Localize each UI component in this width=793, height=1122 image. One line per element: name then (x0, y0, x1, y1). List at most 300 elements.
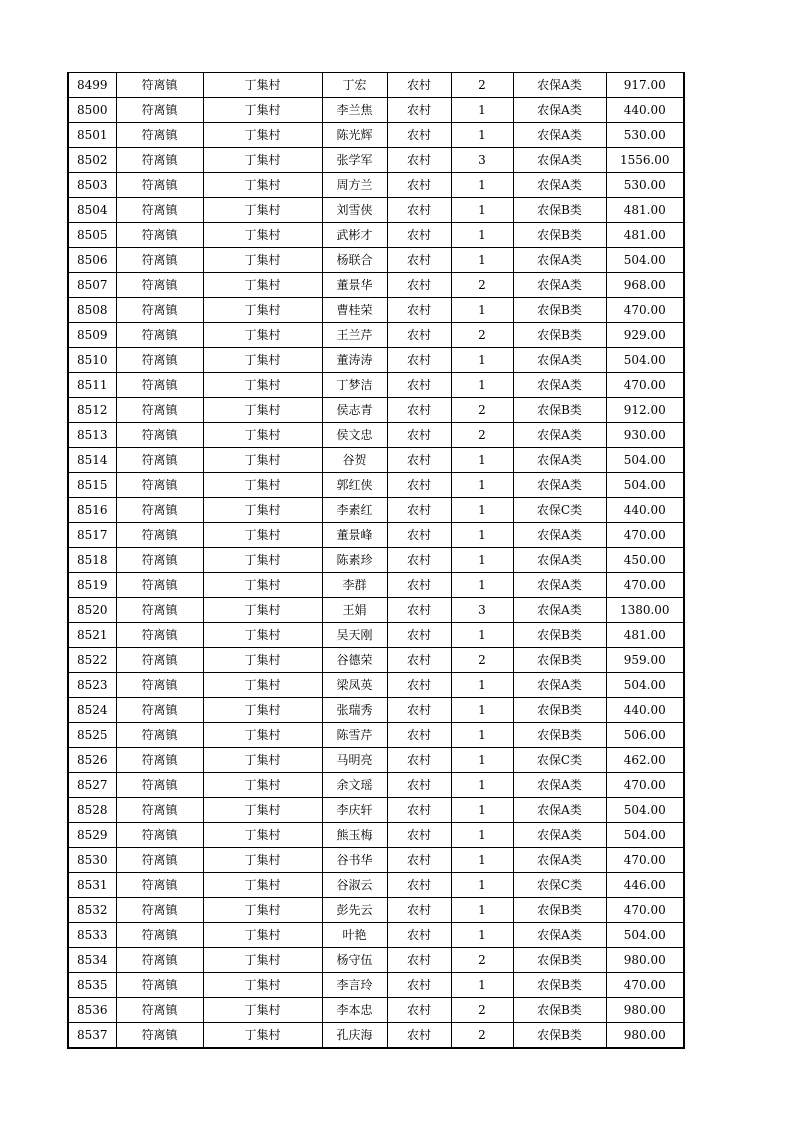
amount-cell: 929.00 (606, 323, 684, 348)
name-cell: 陈雪芹 (322, 723, 387, 748)
amount-cell: 440.00 (606, 98, 684, 123)
insurance-category-cell: 农保A类 (513, 148, 606, 173)
household-size-cell: 2 (451, 948, 513, 973)
amount-cell: 481.00 (606, 623, 684, 648)
table-row (68, 73, 684, 98)
household-size-cell: 1 (451, 723, 513, 748)
table-row (68, 423, 684, 448)
amount-cell: 462.00 (606, 748, 684, 773)
area-type-cell: 农村 (387, 798, 451, 823)
area-type-cell: 农村 (387, 98, 451, 123)
table-row (68, 1023, 684, 1049)
area-type-cell: 农村 (387, 298, 451, 323)
town-cell: 符离镇 (116, 1023, 203, 1049)
village-cell: 丁集村 (203, 473, 322, 498)
table-row (68, 823, 684, 848)
insurance-category-cell: 农保A类 (513, 473, 606, 498)
town-cell: 符离镇 (116, 848, 203, 873)
village-cell: 丁集村 (203, 173, 322, 198)
row-number-cell: 8537 (68, 1023, 116, 1049)
insurance-category-cell: 农保B类 (513, 898, 606, 923)
amount-cell: 440.00 (606, 698, 684, 723)
insurance-category-cell: 农保B类 (513, 998, 606, 1023)
area-type-cell: 农村 (387, 748, 451, 773)
name-cell: 李本忠 (322, 998, 387, 1023)
household-size-cell: 3 (451, 598, 513, 623)
amount-cell: 530.00 (606, 123, 684, 148)
area-type-cell: 农村 (387, 873, 451, 898)
town-cell: 符离镇 (116, 923, 203, 948)
insurance-category-cell: 农保A类 (513, 98, 606, 123)
amount-cell: 504.00 (606, 798, 684, 823)
row-number-cell: 8528 (68, 798, 116, 823)
name-cell: 叶艳 (322, 923, 387, 948)
amount-cell: 470.00 (606, 523, 684, 548)
name-cell: 丁梦洁 (322, 373, 387, 398)
town-cell: 符离镇 (116, 548, 203, 573)
village-cell: 丁集村 (203, 223, 322, 248)
name-cell: 董景峰 (322, 523, 387, 548)
row-number-cell: 8527 (68, 773, 116, 798)
town-cell: 符离镇 (116, 898, 203, 923)
area-type-cell: 农村 (387, 173, 451, 198)
row-number-cell: 8504 (68, 198, 116, 223)
table-row (68, 573, 684, 598)
name-cell: 熊玉梅 (322, 823, 387, 848)
table-row (68, 298, 684, 323)
row-number-cell: 8501 (68, 123, 116, 148)
amount-cell: 980.00 (606, 998, 684, 1023)
village-cell: 丁集村 (203, 973, 322, 998)
area-type-cell: 农村 (387, 398, 451, 423)
insurance-category-cell: 农保B类 (513, 323, 606, 348)
insurance-category-cell: 农保B类 (513, 948, 606, 973)
town-cell: 符离镇 (116, 773, 203, 798)
name-cell: 谷淑云 (322, 873, 387, 898)
table-row (68, 348, 684, 373)
row-number-cell: 8531 (68, 873, 116, 898)
household-size-cell: 1 (451, 348, 513, 373)
row-number-cell: 8521 (68, 623, 116, 648)
amount-cell: 917.00 (606, 73, 684, 98)
village-cell: 丁集村 (203, 373, 322, 398)
town-cell: 符离镇 (116, 323, 203, 348)
household-size-cell: 2 (451, 1023, 513, 1049)
area-type-cell: 农村 (387, 273, 451, 298)
insurance-category-cell: 农保C类 (513, 748, 606, 773)
household-size-cell: 1 (451, 873, 513, 898)
household-size-cell: 1 (451, 248, 513, 273)
name-cell: 李兰焦 (322, 98, 387, 123)
name-cell: 张瑞秀 (322, 698, 387, 723)
insurance-category-cell: 农保A类 (513, 348, 606, 373)
village-cell: 丁集村 (203, 73, 322, 98)
row-number-cell: 8502 (68, 148, 116, 173)
amount-cell: 470.00 (606, 973, 684, 998)
name-cell: 王娟 (322, 598, 387, 623)
village-cell: 丁集村 (203, 773, 322, 798)
village-cell: 丁集村 (203, 748, 322, 773)
table-row (68, 498, 684, 523)
insurance-category-cell: 农保A类 (513, 923, 606, 948)
household-size-cell: 1 (451, 198, 513, 223)
town-cell: 符离镇 (116, 598, 203, 623)
household-size-cell: 1 (451, 523, 513, 548)
area-type-cell: 农村 (387, 898, 451, 923)
household-size-cell: 2 (451, 323, 513, 348)
insurance-category-cell: 农保A类 (513, 573, 606, 598)
amount-cell: 959.00 (606, 648, 684, 673)
insurance-category-cell: 农保A类 (513, 823, 606, 848)
household-size-cell: 1 (451, 573, 513, 598)
town-cell: 符离镇 (116, 673, 203, 698)
name-cell: 陈光辉 (322, 123, 387, 148)
household-size-cell: 2 (451, 398, 513, 423)
household-size-cell: 1 (451, 623, 513, 648)
village-cell: 丁集村 (203, 123, 322, 148)
name-cell: 张学军 (322, 148, 387, 173)
town-cell: 符离镇 (116, 273, 203, 298)
village-cell: 丁集村 (203, 848, 322, 873)
table-row (68, 123, 684, 148)
village-cell: 丁集村 (203, 598, 322, 623)
household-size-cell: 1 (451, 173, 513, 198)
table-row (68, 98, 684, 123)
table-row (68, 873, 684, 898)
insurance-category-cell: 农保A类 (513, 773, 606, 798)
household-size-cell: 1 (451, 748, 513, 773)
town-cell: 符离镇 (116, 398, 203, 423)
amount-cell: 440.00 (606, 498, 684, 523)
town-cell: 符离镇 (116, 973, 203, 998)
name-cell: 梁凤英 (322, 673, 387, 698)
row-number-cell: 8526 (68, 748, 116, 773)
amount-cell: 968.00 (606, 273, 684, 298)
name-cell: 李素红 (322, 498, 387, 523)
insurance-category-cell: 农保B类 (513, 1023, 606, 1049)
village-cell: 丁集村 (203, 723, 322, 748)
table-row (68, 473, 684, 498)
village-cell: 丁集村 (203, 148, 322, 173)
table-row (68, 548, 684, 573)
row-number-cell: 8522 (68, 648, 116, 673)
village-cell: 丁集村 (203, 548, 322, 573)
area-type-cell: 农村 (387, 698, 451, 723)
table-row (68, 623, 684, 648)
household-size-cell: 1 (451, 123, 513, 148)
area-type-cell: 农村 (387, 373, 451, 398)
insurance-category-cell: 农保B类 (513, 298, 606, 323)
table-row (68, 248, 684, 273)
village-cell: 丁集村 (203, 623, 322, 648)
amount-cell: 912.00 (606, 398, 684, 423)
row-number-cell: 8506 (68, 248, 116, 273)
amount-cell: 450.00 (606, 548, 684, 573)
amount-cell: 980.00 (606, 1023, 684, 1049)
amount-cell: 470.00 (606, 773, 684, 798)
household-size-cell: 1 (451, 673, 513, 698)
row-number-cell: 8534 (68, 948, 116, 973)
row-number-cell: 8520 (68, 598, 116, 623)
village-cell: 丁集村 (203, 698, 322, 723)
village-cell: 丁集村 (203, 398, 322, 423)
table-row (68, 923, 684, 948)
household-size-cell: 2 (451, 998, 513, 1023)
name-cell: 曹桂荣 (322, 298, 387, 323)
area-type-cell: 农村 (387, 223, 451, 248)
town-cell: 符离镇 (116, 623, 203, 648)
table-row (68, 998, 684, 1023)
row-number-cell: 8533 (68, 923, 116, 948)
amount-cell: 470.00 (606, 898, 684, 923)
table-row (68, 848, 684, 873)
name-cell: 余文瑶 (322, 773, 387, 798)
village-cell: 丁集村 (203, 523, 322, 548)
household-size-cell: 1 (451, 773, 513, 798)
town-cell: 符离镇 (116, 148, 203, 173)
household-size-cell: 1 (451, 473, 513, 498)
area-type-cell: 农村 (387, 723, 451, 748)
area-type-cell: 农村 (387, 473, 451, 498)
village-cell: 丁集村 (203, 648, 322, 673)
insurance-category-cell: 农保C类 (513, 498, 606, 523)
household-size-cell: 1 (451, 823, 513, 848)
row-number-cell: 8507 (68, 273, 116, 298)
insurance-category-cell: 农保A类 (513, 848, 606, 873)
town-cell: 符离镇 (116, 798, 203, 823)
row-number-cell: 8508 (68, 298, 116, 323)
name-cell: 李言玲 (322, 973, 387, 998)
household-size-cell: 1 (451, 448, 513, 473)
town-cell: 符离镇 (116, 198, 203, 223)
household-size-cell: 1 (451, 298, 513, 323)
area-type-cell: 农村 (387, 823, 451, 848)
amount-cell: 504.00 (606, 448, 684, 473)
table-row (68, 448, 684, 473)
row-number-cell: 8503 (68, 173, 116, 198)
amount-cell: 930.00 (606, 423, 684, 448)
area-type-cell: 农村 (387, 673, 451, 698)
table-row (68, 373, 684, 398)
name-cell: 王兰芹 (322, 323, 387, 348)
town-cell: 符离镇 (116, 748, 203, 773)
insurance-category-cell: 农保C类 (513, 873, 606, 898)
row-number-cell: 8499 (68, 73, 116, 98)
village-cell: 丁集村 (203, 673, 322, 698)
name-cell: 杨守伍 (322, 948, 387, 973)
insurance-category-cell: 农保B类 (513, 398, 606, 423)
area-type-cell: 农村 (387, 848, 451, 873)
household-size-cell: 1 (451, 373, 513, 398)
household-size-cell: 1 (451, 223, 513, 248)
name-cell: 武彬才 (322, 223, 387, 248)
row-number-cell: 8511 (68, 373, 116, 398)
household-size-cell: 2 (451, 73, 513, 98)
village-cell: 丁集村 (203, 498, 322, 523)
area-type-cell: 农村 (387, 573, 451, 598)
area-type-cell: 农村 (387, 148, 451, 173)
insurance-category-cell: 农保A类 (513, 798, 606, 823)
town-cell: 符离镇 (116, 723, 203, 748)
area-type-cell: 农村 (387, 548, 451, 573)
town-cell: 符离镇 (116, 98, 203, 123)
insurance-category-cell: 农保A类 (513, 523, 606, 548)
insurance-category-cell: 农保B类 (513, 698, 606, 723)
name-cell: 董景华 (322, 273, 387, 298)
name-cell: 谷贺 (322, 448, 387, 473)
village-cell: 丁集村 (203, 298, 322, 323)
amount-cell: 481.00 (606, 223, 684, 248)
household-size-cell: 1 (451, 898, 513, 923)
village-cell: 丁集村 (203, 1023, 322, 1049)
town-cell: 符离镇 (116, 873, 203, 898)
amount-cell: 1380.00 (606, 598, 684, 623)
area-type-cell: 农村 (387, 123, 451, 148)
insurance-category-cell: 农保B类 (513, 623, 606, 648)
area-type-cell: 农村 (387, 923, 451, 948)
household-size-cell: 2 (451, 423, 513, 448)
insurance-category-cell: 农保B类 (513, 973, 606, 998)
name-cell: 孔庆海 (322, 1023, 387, 1049)
village-cell: 丁集村 (203, 98, 322, 123)
row-number-cell: 8524 (68, 698, 116, 723)
area-type-cell: 农村 (387, 623, 451, 648)
area-type-cell: 农村 (387, 198, 451, 223)
table-row (68, 523, 684, 548)
name-cell: 陈素珍 (322, 548, 387, 573)
name-cell: 杨联合 (322, 248, 387, 273)
amount-cell: 504.00 (606, 673, 684, 698)
insurance-category-cell: 农保B类 (513, 723, 606, 748)
area-type-cell: 农村 (387, 1023, 451, 1049)
name-cell: 刘雪侠 (322, 198, 387, 223)
row-number-cell: 8519 (68, 573, 116, 598)
town-cell: 符离镇 (116, 373, 203, 398)
village-cell: 丁集村 (203, 448, 322, 473)
name-cell: 马明亮 (322, 748, 387, 773)
amount-cell: 470.00 (606, 373, 684, 398)
insurance-category-cell: 农保A类 (513, 273, 606, 298)
table-row (68, 648, 684, 673)
insurance-category-cell: 农保A类 (513, 423, 606, 448)
village-cell: 丁集村 (203, 273, 322, 298)
name-cell: 谷书华 (322, 848, 387, 873)
name-cell: 周方兰 (322, 173, 387, 198)
village-cell: 丁集村 (203, 573, 322, 598)
town-cell: 符离镇 (116, 823, 203, 848)
town-cell: 符离镇 (116, 648, 203, 673)
household-size-cell: 1 (451, 848, 513, 873)
town-cell: 符离镇 (116, 223, 203, 248)
table-row (68, 748, 684, 773)
insurance-category-cell: 农保A类 (513, 598, 606, 623)
amount-cell: 506.00 (606, 723, 684, 748)
amount-cell: 504.00 (606, 248, 684, 273)
village-cell: 丁集村 (203, 998, 322, 1023)
table-row (68, 723, 684, 748)
household-size-cell: 1 (451, 923, 513, 948)
town-cell: 符离镇 (116, 173, 203, 198)
area-type-cell: 农村 (387, 523, 451, 548)
amount-cell: 1556.00 (606, 148, 684, 173)
town-cell: 符离镇 (116, 498, 203, 523)
table-row (68, 398, 684, 423)
town-cell: 符离镇 (116, 948, 203, 973)
village-cell: 丁集村 (203, 948, 322, 973)
village-cell: 丁集村 (203, 898, 322, 923)
town-cell: 符离镇 (116, 348, 203, 373)
name-cell: 谷德荣 (322, 648, 387, 673)
area-type-cell: 农村 (387, 998, 451, 1023)
household-size-cell: 1 (451, 973, 513, 998)
village-cell: 丁集村 (203, 248, 322, 273)
town-cell: 符离镇 (116, 298, 203, 323)
area-type-cell: 农村 (387, 248, 451, 273)
name-cell: 郭红侠 (322, 473, 387, 498)
town-cell: 符离镇 (116, 523, 203, 548)
name-cell: 吴天刚 (322, 623, 387, 648)
row-number-cell: 8525 (68, 723, 116, 748)
area-type-cell: 农村 (387, 648, 451, 673)
area-type-cell: 农村 (387, 598, 451, 623)
town-cell: 符离镇 (116, 73, 203, 98)
household-size-cell: 1 (451, 98, 513, 123)
area-type-cell: 农村 (387, 498, 451, 523)
row-number-cell: 8516 (68, 498, 116, 523)
name-cell: 李群 (322, 573, 387, 598)
insurance-category-cell: 农保A类 (513, 73, 606, 98)
name-cell: 丁宏 (322, 73, 387, 98)
table-row (68, 173, 684, 198)
area-type-cell: 农村 (387, 948, 451, 973)
row-number-cell: 8535 (68, 973, 116, 998)
row-number-cell: 8510 (68, 348, 116, 373)
area-type-cell: 农村 (387, 73, 451, 98)
town-cell: 符离镇 (116, 698, 203, 723)
area-type-cell: 农村 (387, 973, 451, 998)
table-row (68, 973, 684, 998)
row-number-cell: 8514 (68, 448, 116, 473)
row-number-cell: 8517 (68, 523, 116, 548)
row-number-cell: 8518 (68, 548, 116, 573)
name-cell: 彭先云 (322, 898, 387, 923)
village-cell: 丁集村 (203, 798, 322, 823)
name-cell: 李庆轩 (322, 798, 387, 823)
area-type-cell: 农村 (387, 773, 451, 798)
table-row (68, 323, 684, 348)
table-row (68, 673, 684, 698)
table-row (68, 148, 684, 173)
name-cell: 侯文忠 (322, 423, 387, 448)
table-row (68, 273, 684, 298)
household-size-cell: 3 (451, 148, 513, 173)
insurance-category-cell: 农保A类 (513, 448, 606, 473)
village-cell: 丁集村 (203, 348, 322, 373)
row-number-cell: 8536 (68, 998, 116, 1023)
data-table (67, 72, 685, 1049)
insurance-category-cell: 农保A类 (513, 373, 606, 398)
row-number-cell: 8512 (68, 398, 116, 423)
table-row (68, 798, 684, 823)
amount-cell: 504.00 (606, 923, 684, 948)
amount-cell: 470.00 (606, 573, 684, 598)
insurance-category-cell: 农保B类 (513, 198, 606, 223)
row-number-cell: 8529 (68, 823, 116, 848)
table-row (68, 898, 684, 923)
town-cell: 符离镇 (116, 423, 203, 448)
amount-cell: 530.00 (606, 173, 684, 198)
row-number-cell: 8500 (68, 98, 116, 123)
